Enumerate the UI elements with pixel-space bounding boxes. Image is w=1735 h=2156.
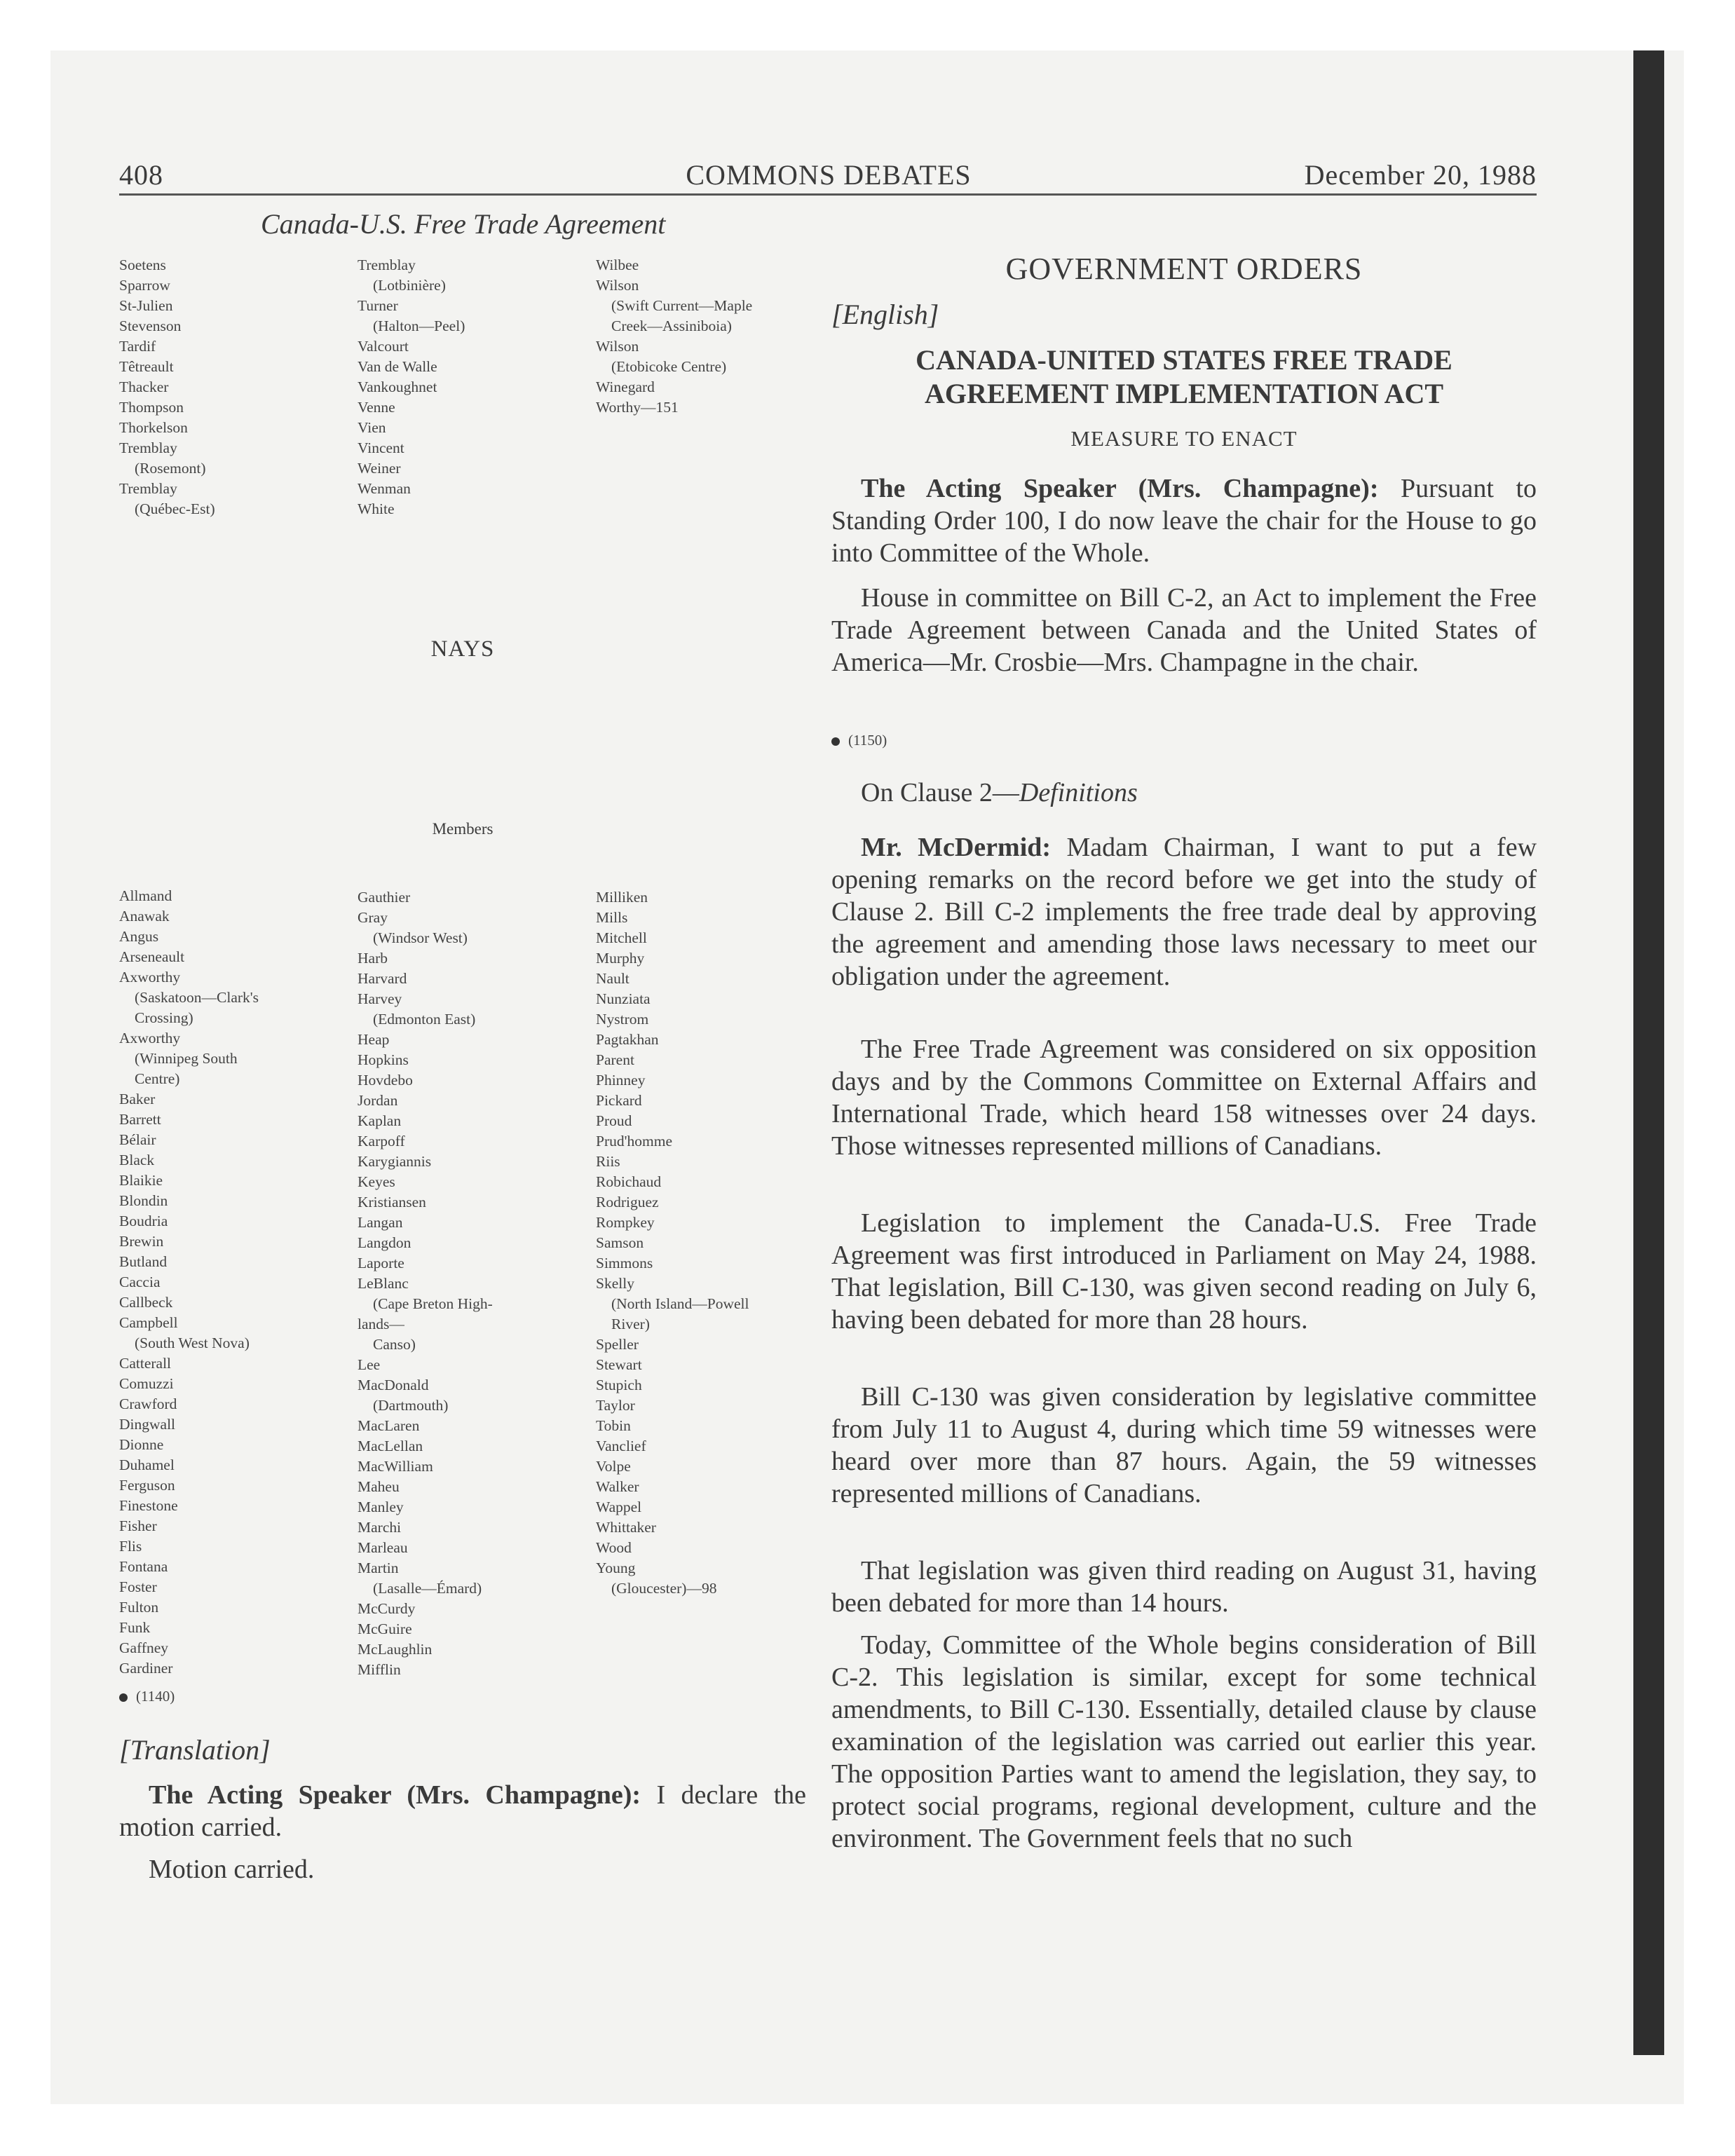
member-name: Comuzzi — [119, 1375, 174, 1392]
member-name: Tremblay — [119, 480, 177, 497]
member-name: Kristiansen — [358, 1194, 426, 1210]
member-name: Duhamel — [119, 1456, 175, 1473]
member-name: Ferguson — [119, 1477, 175, 1494]
speaker-text: Madam Chairman, I want to put a few opening remarks on the record before we get into the study of Clause 2. Bill C-2 implements the free trade deal by approving the agreement and amending those laws necessary to meet our obligation under the agreement. — [831, 833, 1537, 991]
member-name: Baker — [119, 1091, 156, 1107]
yeas-column-2 — [358, 255, 465, 519]
member-name: Kaplan — [358, 1112, 402, 1129]
member-name: Têtreault — [119, 358, 174, 375]
member-riding: (South West Nova) — [135, 1335, 250, 1351]
member-name: Fisher — [119, 1517, 157, 1534]
member-riding: (Halton—Peel) — [373, 318, 465, 334]
member-riding: (Cape Breton High- — [373, 1295, 493, 1312]
member-riding: (Gloucester)—98 — [611, 1580, 717, 1597]
member-riding: (North Island—Powell — [611, 1295, 749, 1312]
member-name: Martin — [358, 1560, 399, 1576]
member-riding: (Rosemont) — [135, 460, 206, 477]
member-name: Nunziata — [596, 990, 651, 1007]
member-name: Venne — [358, 399, 395, 416]
member-name: Gaffney — [119, 1639, 169, 1656]
member-name: Taylor — [596, 1397, 635, 1414]
member-name: Heap — [358, 1031, 390, 1048]
member-name: Pagtakhan — [596, 1031, 659, 1048]
member-riding: Canso) — [373, 1336, 416, 1353]
members-heading: Members — [432, 820, 494, 838]
member-name: Wenman — [358, 480, 411, 497]
member-name: Volpe — [596, 1458, 631, 1475]
body-paragraph-2: The Free Trade Agreement was considered on six opposition days and by the Commons Committee on External Affairs and International Trade, which heard 158 witnesses over 24 days. Those witnesses represented millions of Canadians. — [831, 1035, 1537, 1161]
member-name: Brewin — [119, 1233, 164, 1250]
member-name: Proud — [596, 1112, 632, 1129]
member-name: McGuire — [358, 1621, 412, 1637]
member-name: Stevenson — [119, 318, 182, 334]
member-name: Wilbee — [596, 257, 639, 273]
member-name: Caccia — [119, 1274, 161, 1290]
mcdermid-paragraph — [831, 831, 1537, 992]
member-name: Parent — [596, 1051, 634, 1068]
member-name: MacLaren — [358, 1417, 420, 1434]
time-marker-1150: (1150) — [831, 732, 887, 749]
member-name: Thompson — [119, 399, 184, 416]
nays-column-3 — [596, 887, 749, 1599]
member-riding: (Lasalle—Émard) — [373, 1580, 482, 1597]
publication-title: COMMONS DEBATES — [686, 159, 972, 191]
member-riding: (Saskatoon—Clark's — [135, 989, 259, 1006]
nays-heading: NAYS — [430, 636, 495, 662]
member-name: Milliken — [596, 889, 648, 906]
act-title-line-1: CANADA-UNITED STATES FREE TRADE — [916, 344, 1452, 376]
member-name: Rompkey — [596, 1214, 655, 1231]
member-riding: (Windsor West) — [373, 929, 468, 946]
member-name: Marchi — [358, 1519, 402, 1536]
member-name: Karpoff — [358, 1133, 405, 1149]
member-name: Gray — [358, 909, 388, 926]
member-riding: River) — [611, 1316, 650, 1332]
member-name: Fontana — [119, 1558, 168, 1575]
member-name: Thorkelson — [119, 419, 188, 436]
member-riding: Creek—Assiniboia) — [611, 318, 732, 334]
member-name: Langan — [358, 1214, 403, 1231]
motion-carried-paragraph: Motion carried. — [149, 1855, 315, 1884]
member-name: Manley — [358, 1499, 404, 1515]
member-name: Samson — [596, 1234, 644, 1251]
member-name: Gardiner — [119, 1660, 173, 1677]
member-name: Nault — [596, 970, 630, 987]
language-label: [English] — [831, 299, 939, 330]
member-name: Wappel — [596, 1499, 642, 1515]
member-name: Mills — [596, 909, 628, 926]
member-name: Hovdebo — [358, 1072, 413, 1089]
nays-column-1 — [119, 886, 259, 1679]
member-name: Speller — [596, 1336, 639, 1353]
member-name: Campbell — [119, 1314, 178, 1331]
member-name: Jordan — [358, 1092, 398, 1109]
member-name: White — [358, 500, 395, 517]
member-name: Winegard — [596, 378, 655, 395]
speaker-name: Mr. McDermid: — [861, 833, 1052, 862]
member-name: Mifflin — [358, 1661, 401, 1678]
member-riding: Crossing) — [135, 1009, 193, 1026]
member-name: Young — [596, 1560, 636, 1576]
member-name: Lee — [358, 1356, 381, 1373]
member-name: Valcourt — [358, 338, 409, 355]
member-name: Catterall — [119, 1355, 172, 1372]
member-name: Gauthier — [358, 889, 411, 906]
member-name: Vankoughnet — [358, 378, 437, 395]
member-name: Phinney — [596, 1072, 646, 1089]
member-name: Funk — [119, 1619, 151, 1636]
member-name: MacWilliam — [358, 1458, 433, 1475]
speaker-name: The Acting Speaker (Mrs. Champagne): — [149, 1780, 641, 1810]
member-name: Van de Walle — [358, 358, 437, 375]
member-name: Anawak — [119, 908, 170, 925]
body-paragraph-5: That legislation was given third reading on August 31, having been debated for more than 14 hours. — [831, 1556, 1537, 1618]
member-name: Tobin — [596, 1417, 631, 1434]
member-name: Finestone — [119, 1497, 178, 1514]
member-name: Harvey — [358, 990, 402, 1007]
member-name: Worthy—151 — [596, 399, 679, 416]
member-name: Murphy — [596, 950, 645, 967]
member-name: Turner — [358, 297, 398, 314]
bullet-icon — [119, 1693, 128, 1702]
member-riding: (Winnipeg South — [135, 1050, 238, 1067]
time-marker-1140: (1140) — [119, 1688, 175, 1705]
speaker-text: Pursuant to Standing Order 100, I do now leave the chair for the House to go into Committee of the Whole. — [831, 474, 1537, 568]
member-name: Stewart — [596, 1356, 642, 1373]
member-name: Blaikie — [119, 1172, 163, 1189]
member-name: McCurdy — [358, 1600, 416, 1617]
yeas-column-1 — [119, 255, 215, 519]
member-name: Tremblay — [119, 439, 177, 456]
member-name: Vanclief — [596, 1438, 646, 1454]
member-name: Simmons — [596, 1255, 653, 1271]
member-name: Wood — [596, 1539, 632, 1556]
member-riding: (Etobicoke Centre) — [611, 358, 727, 375]
member-name: Dionne — [119, 1436, 164, 1453]
member-riding: lands— — [358, 1316, 404, 1332]
member-name: Soetens — [119, 257, 166, 273]
member-name: Karygiannis — [358, 1153, 432, 1170]
member-name: Hopkins — [358, 1051, 409, 1068]
committee-paragraph: House in committee on Bill C-2, an Act to implement the Free Trade Agreement between Canada and the United States of America—Mr. Crosbie—Mrs. Champagne in the chair. — [831, 583, 1537, 677]
member-name: Angus — [119, 928, 159, 945]
member-name: Blondin — [119, 1192, 168, 1209]
member-name: Langdon — [358, 1234, 411, 1251]
scan-edge-bar — [1633, 50, 1664, 2055]
nays-column-2 — [358, 887, 493, 1680]
member-name: Maheu — [358, 1478, 400, 1495]
member-name: McLaughlin — [358, 1641, 433, 1658]
member-name: Nystrom — [596, 1011, 649, 1028]
act-title — [831, 343, 1537, 411]
member-name: Fulton — [119, 1599, 159, 1616]
member-riding: (Québec-Est) — [135, 500, 215, 517]
speaker-paragraph — [831, 472, 1537, 569]
body-paragraph-4: Bill C-130 was given consideration by legislative committee from July 11 to August 4, during which time 59 witnesses were heard over more than 87 hours. Again, the 59 witnesses represented millions of Canadians. — [831, 1382, 1537, 1508]
member-name: Barrett — [119, 1111, 161, 1128]
member-name: LeBlanc — [358, 1275, 409, 1292]
member-name: Mitchell — [596, 929, 647, 946]
member-name: Prud'homme — [596, 1133, 672, 1149]
left-speaker-paragraph — [119, 1779, 806, 1843]
member-riding: (Lotbinière) — [373, 277, 446, 294]
member-name: Tremblay — [358, 257, 416, 273]
member-name: Wilson — [596, 338, 639, 355]
speaker-name: The Acting Speaker (Mrs. Champagne): — [861, 474, 1379, 503]
translation-label: [Translation] — [119, 1734, 271, 1766]
member-name: Riis — [596, 1153, 620, 1170]
member-name: Rodriguez — [596, 1194, 659, 1210]
member-name: Weiner — [358, 460, 401, 477]
member-name: Whittaker — [596, 1519, 656, 1536]
member-name: St-Julien — [119, 297, 173, 314]
member-name: Vien — [358, 419, 386, 436]
clause-heading: On Clause 2—Definitions — [861, 778, 1138, 807]
body-paragraph-3: Legislation to implement the Canada-U.S. Free Trade Agreement was first introduced in Parliament on May 24, 1988. That legislation, Bill C-130, was given second reading on July 6, having been debated for more than 28 hours. — [831, 1208, 1537, 1335]
member-name: Axworthy — [119, 969, 181, 985]
member-name: Allmand — [119, 887, 172, 904]
act-title-line-2: AGREEMENT IMPLEMENTATION ACT — [924, 378, 1444, 409]
bullet-icon — [831, 737, 840, 746]
member-name: Sparrow — [119, 277, 170, 294]
section-heading: GOVERNMENT ORDERS — [1005, 252, 1363, 286]
page-number: 408 — [119, 159, 163, 191]
member-riding: (Swift Current—Maple — [611, 297, 753, 314]
member-name: MacLellan — [358, 1438, 423, 1454]
member-name: Callbeck — [119, 1294, 173, 1311]
member-name: Bélair — [119, 1131, 156, 1148]
member-name: Vincent — [358, 439, 404, 456]
member-riding: Centre) — [135, 1070, 180, 1087]
member-name: Marleau — [358, 1539, 408, 1556]
member-name: Laporte — [358, 1255, 404, 1271]
member-name: Flis — [119, 1538, 142, 1555]
member-name: MacDonald — [358, 1377, 429, 1393]
member-name: Stupich — [596, 1377, 642, 1393]
member-name: Walker — [596, 1478, 639, 1495]
member-name: Tardif — [119, 338, 156, 355]
member-name: Harvard — [358, 970, 407, 987]
yeas-column-3 — [596, 255, 752, 418]
speaker-text: I declare the motion carried. — [119, 1780, 806, 1842]
member-riding: (Dartmouth) — [373, 1397, 449, 1414]
member-name: Keyes — [358, 1173, 395, 1190]
member-name: Arseneault — [119, 948, 185, 965]
header-rule — [119, 193, 1537, 196]
member-name: Dingwall — [119, 1416, 176, 1433]
body-paragraph-6: Today, Committee of the Whole begins consideration of Bill C-2. This legislation is similar, except for some technical amendments, to Bill C-130. Essentially, detailed clause by clause examination of the legislation was carried out earlier this year. The opposition Parties want to amend the legislation, they say, to protect social programs, regional development, culture and the environment. The Government feels that no such — [831, 1630, 1537, 1853]
member-name: Foster — [119, 1578, 157, 1595]
member-name: Robichaud — [596, 1173, 662, 1190]
member-name: Harb — [358, 950, 388, 967]
member-name: Butland — [119, 1253, 168, 1270]
member-name: Black — [119, 1152, 155, 1168]
member-name: Thacker — [119, 378, 169, 395]
member-riding: (Edmonton East) — [373, 1011, 476, 1028]
member-name: Boudria — [119, 1213, 168, 1229]
member-name: Crawford — [119, 1396, 177, 1412]
page-date: December 20, 1988 — [1304, 159, 1537, 191]
measure-heading: MEASURE TO ENACT — [1070, 426, 1298, 451]
member-name: Skelly — [596, 1275, 634, 1292]
member-name: Axworthy — [119, 1030, 181, 1046]
subject-title: Canada-U.S. Free Trade Agreement — [261, 208, 666, 240]
member-name: Pickard — [596, 1092, 642, 1109]
member-name: Wilson — [596, 277, 639, 294]
